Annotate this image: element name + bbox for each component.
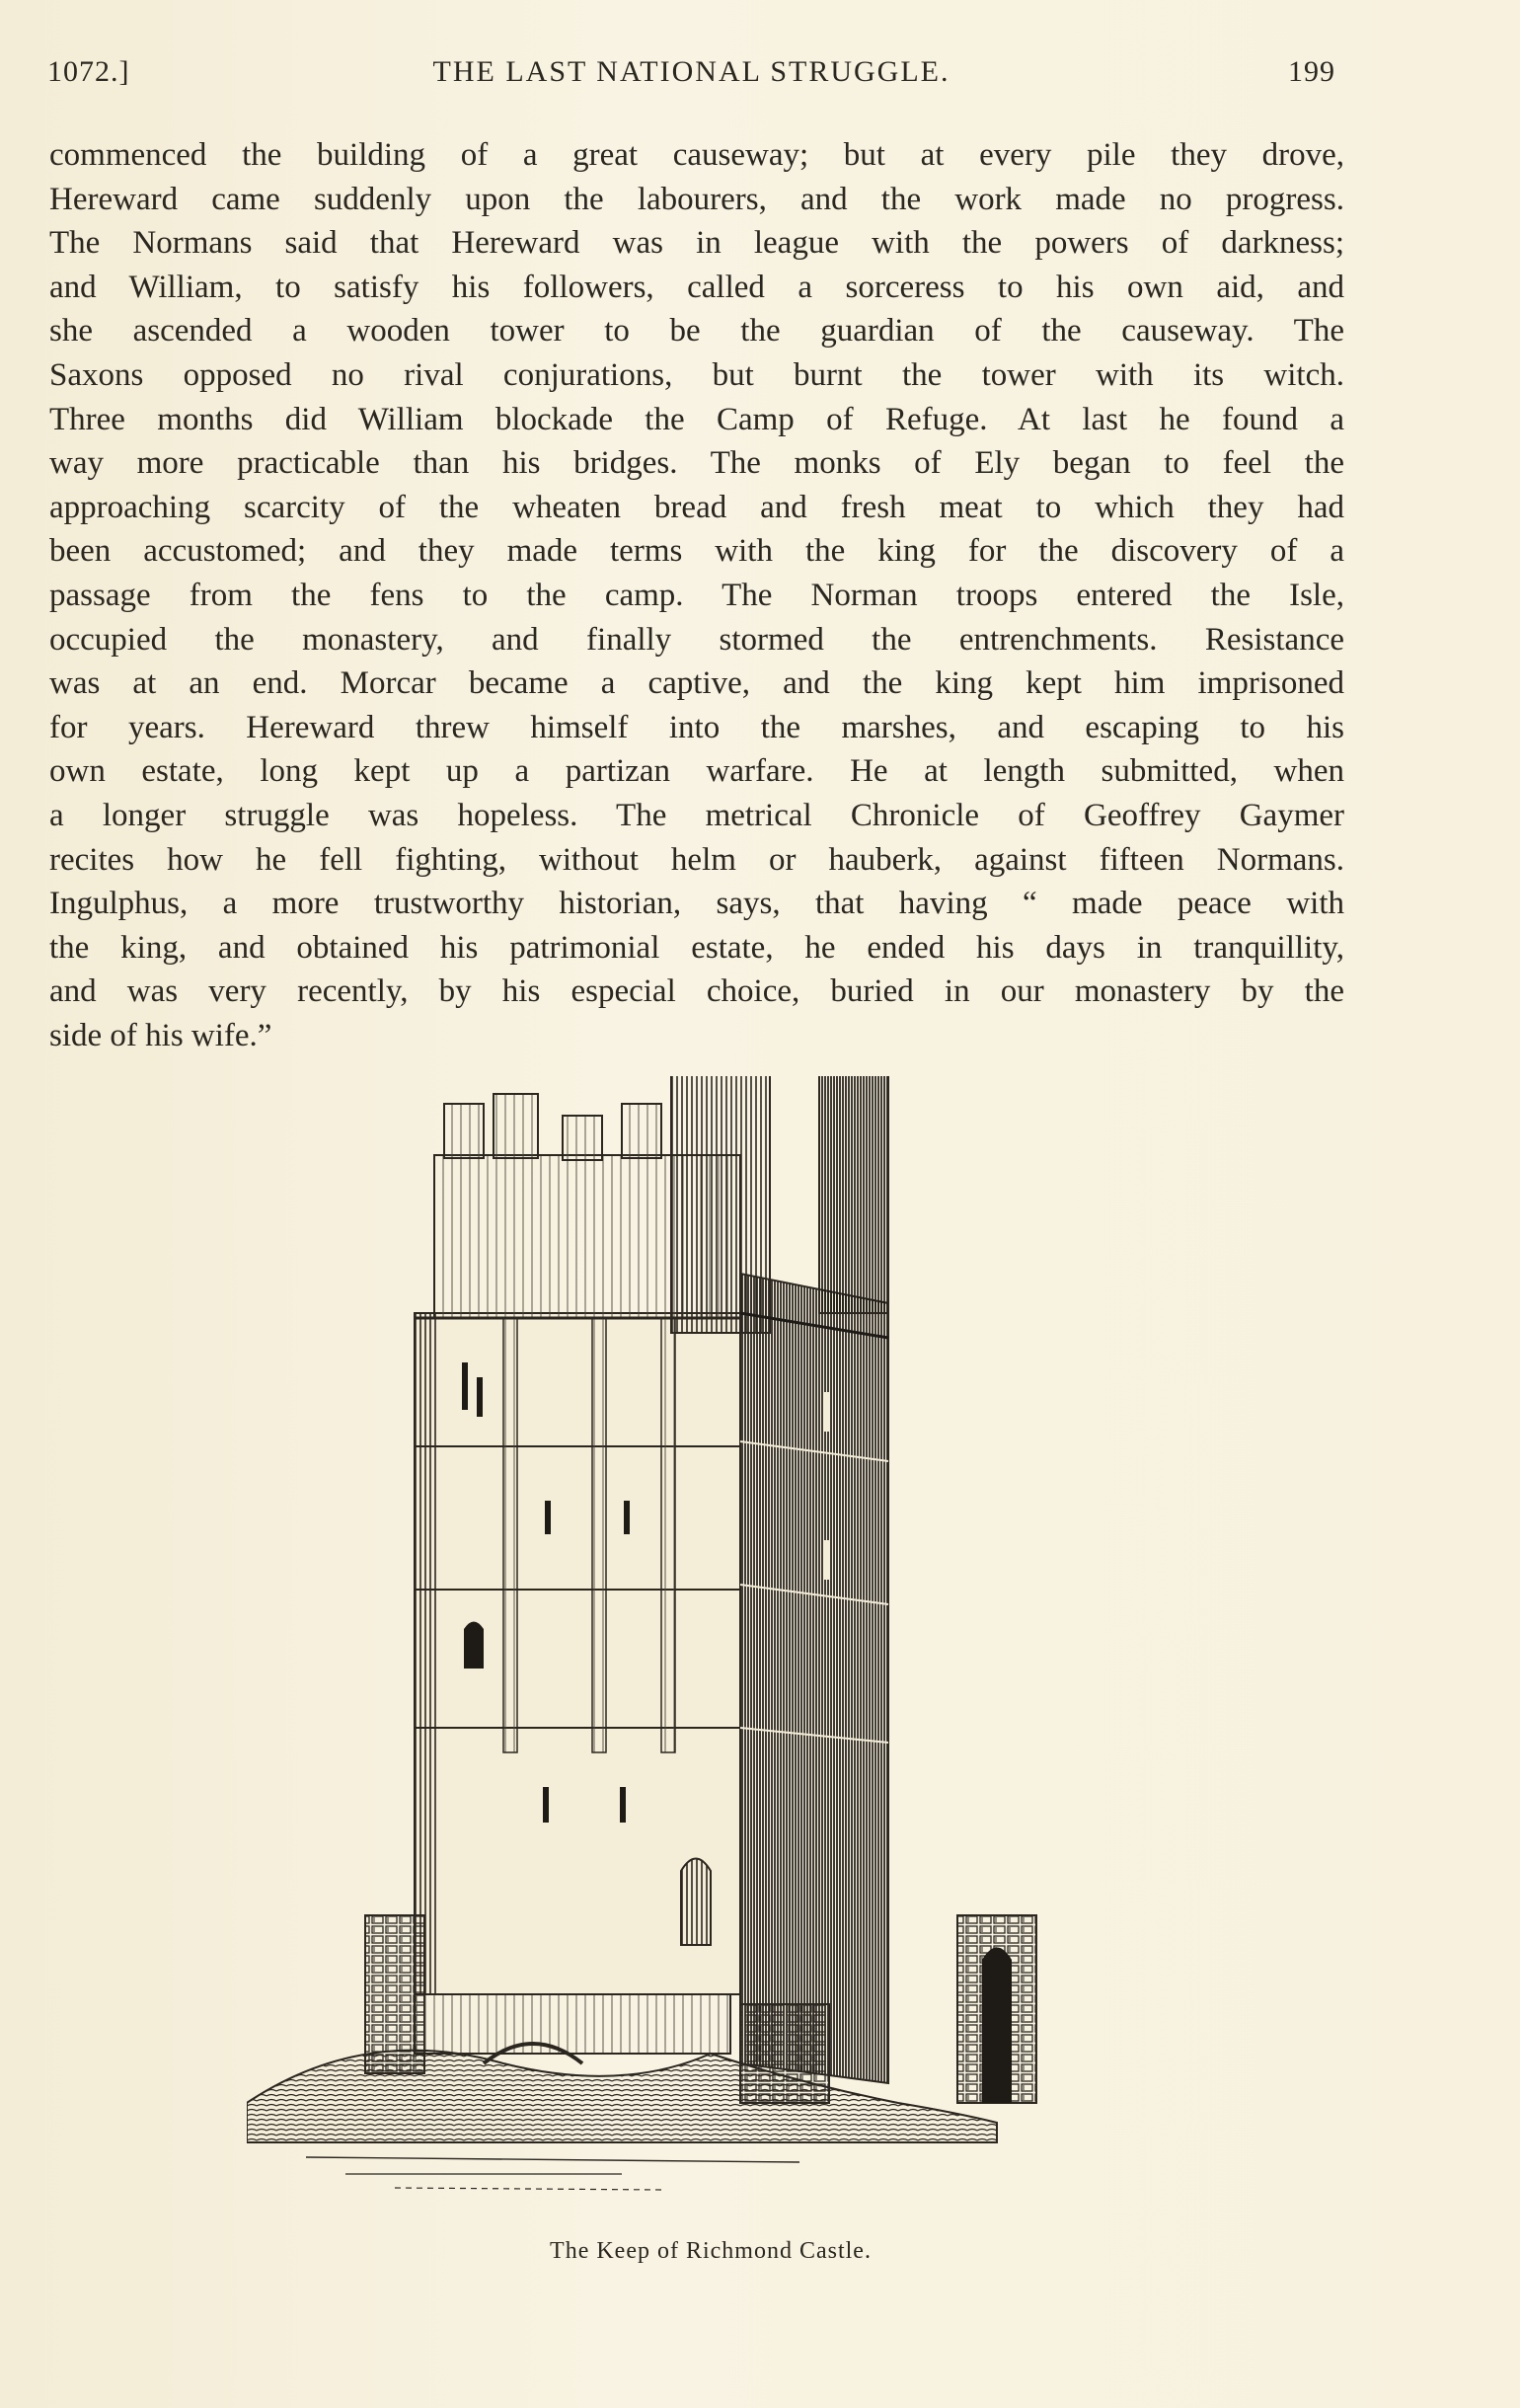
text-line: Three months did William blockade the Camp of Refuge. At last he found a bbox=[49, 401, 1344, 437]
text-line: and was very recently, by his especial choice, buried in our monastery by the bbox=[49, 973, 1344, 1010]
castle-keep-engraving bbox=[247, 1076, 1165, 2212]
text-line: was at an end. Morcar became a captive, and the king kept him imprisoned bbox=[49, 665, 1344, 702]
text-line: Ingulphus, a more trustworthy historian, says, that having “ made peace with bbox=[49, 886, 1344, 922]
engraving-illustration bbox=[247, 1076, 1165, 2212]
text-line: occupied the monastery, and finally stormed the entrenchments. Resistance bbox=[49, 621, 1344, 658]
text-line: side of his wife.” bbox=[49, 1017, 272, 1053]
header-title: THE LAST NATIONAL STRUGGLE. bbox=[432, 55, 950, 88]
text-line: for years. Hereward threw himself into the marshes, and escaping to his bbox=[49, 709, 1344, 745]
caption-text: The Keep of Richmond Castle. bbox=[550, 2238, 872, 2264]
text-line: the king, and obtained his patrimonial estate, he ended his days in tranquillity, bbox=[49, 929, 1344, 966]
figure-caption bbox=[0, 2238, 1421, 2265]
text-line: been accustomed; and they made terms with the king for the discovery of a bbox=[49, 533, 1344, 570]
text-line: passage from the fens to the camp. The Norman troops entered the Isle, bbox=[49, 577, 1344, 613]
text-line: way more practicable than his bridges. The monks of Ely began to feel the bbox=[49, 445, 1344, 482]
text-line: she ascended a wooden tower to be the guardian of the causeway. The bbox=[49, 313, 1344, 350]
text-line: and William, to satisfy his followers, called a sorceress to his own aid, and bbox=[49, 269, 1344, 305]
header-year: 1072.] bbox=[47, 55, 130, 88]
text-line: Hereward came suddenly upon the labourers, and the work made no progress. bbox=[49, 181, 1344, 217]
text-line: Saxons opposed no rival conjurations, but burnt the tower with its witch. bbox=[49, 356, 1344, 393]
text-line: approaching scarcity of the wheaten bread and fresh meat to which they had bbox=[49, 489, 1344, 525]
text-line: a longer struggle was hopeless. The metrical Chronicle of Geoffrey Gaymer bbox=[49, 797, 1344, 833]
page-number: 199 bbox=[1288, 55, 1335, 88]
text-line: recites how he fell fighting, without helm or hauberk, against fifteen Normans. bbox=[49, 841, 1344, 878]
text-line: commenced the building of a great causeway; but at every pile they drove, bbox=[49, 137, 1344, 173]
running-header bbox=[47, 55, 1335, 95]
body-paragraph bbox=[49, 133, 1344, 1057]
text-line: own estate, long kept up a partizan warfare. He at length submitted, when bbox=[49, 753, 1344, 790]
text-line: The Normans said that Hereward was in league with the powers of darkness; bbox=[49, 225, 1344, 262]
